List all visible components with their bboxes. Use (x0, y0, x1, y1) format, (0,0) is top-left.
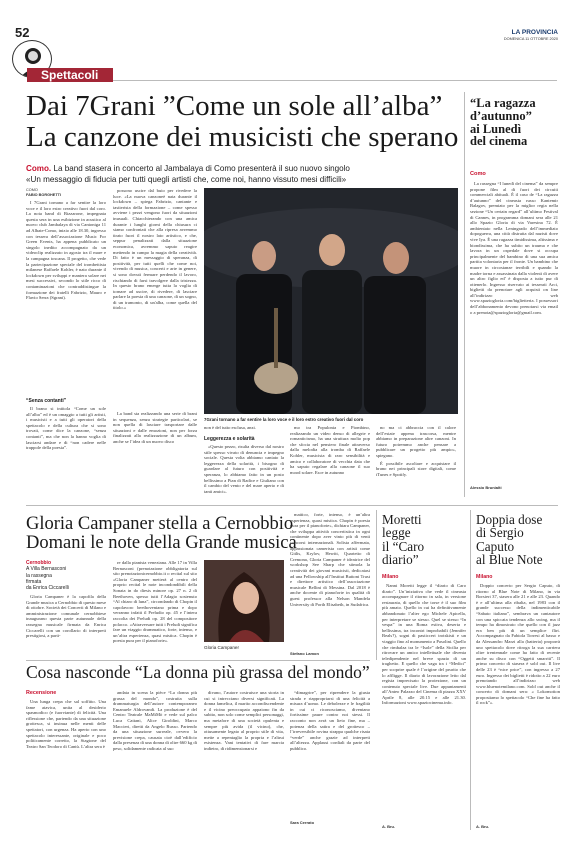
second-meta-1: la rassegna (26, 572, 52, 579)
caputo-author: A. Bru. (476, 824, 490, 829)
moretti-headline-3: il “Caro (382, 538, 425, 554)
caputo-body (476, 583, 560, 821)
second-headline (26, 515, 297, 553)
main-col2b-text: La band sta realizzando una serie di brani in sequenza, senza strategie particolari, se non quella di lasciare trasportare dalle situazioni e dalle emozioni, non per forza finalizzati alla realizzazione di un album, anche se l’idea di un nuovo disco (113, 411, 197, 444)
bottom-col3 (204, 690, 284, 829)
second-place: Cernobbio (26, 560, 51, 566)
caputo-headline-4: al Blue Note (476, 552, 543, 568)
bottom-author: Sara Cerrato (290, 820, 315, 825)
moretti-author: A. Bru. (382, 824, 396, 829)
campaner-photo (204, 560, 284, 642)
band-photo-caption: 7Grani tornano a far sentire la loro voce e il loro estro creativo fuori dal coro (204, 417, 364, 422)
sidebar-headline-3: ai Lunedì (470, 121, 522, 136)
main-col3-lead-text: non è del tutto esclusa, anzi. (204, 425, 256, 430)
sidebar-headline-4: del cinema (470, 134, 528, 149)
second-author: Stefano Lamon (290, 651, 319, 656)
main-col1-text: I 7Grani tornano a far sentire la loro voce e il loro estro creativo fuori dal coro. La nota band di Bizzarone, impegnata questa sera in una esibizione in acustico al nuovo club Jambalaya di via Cantoniga 11 ad Albate-Como, inizio alle 18.30, ingresso con tessera dell’associazione Music For Green Events, ha appena pubblicato un singolo inedito accompagnato da un videoclip realizzato in agosto tra il mare e la campagna toscana. Il progetto, che vede la partecipazione speciale del trombettista milanese Raffaele Kohler, è nato durante il lockdown per sviluppi e maniera solare nei mesi successivi, secondo lo stile ricco di contaminazioni che contraddistingue la formazione dei fratelli Fabrizio, Mauro e Flavio Serra (Sgrani). (26, 200, 106, 301)
sidebar-headline (470, 97, 566, 148)
main-col2b (113, 411, 197, 497)
second-col1 (26, 594, 106, 656)
bottom-col2 (113, 690, 197, 829)
caputo-headline-1: Doppia dose (476, 512, 543, 527)
bottom-col2-text: andata in scena la pièce “La donna più grassa del mondo”, costruita sulla drammaturgia dell’autore contemporaneo Emanuele Aldrovandi. La produzione è del Centro Teatrale MaMiMò e vede sul palco Luca Cattani, Alice Giroldini, Marco Maccieri, diretti da Angelo Russo. Partendo da una situazione surreale, ovvero la previsione crepa, causata cioè dall’edificio dalla presenza di una donna di oltre 660 kg di peso, solidamente radicata al suo (113, 690, 197, 751)
sidebar-headline-1: “La ragazza (470, 96, 536, 110)
main-subhead-2: Leggerezza e solarità (204, 436, 255, 442)
second-col2 (113, 560, 197, 656)
campaner-photo-caption: Gloria Campaner (204, 645, 239, 650)
main-col4-text: mo tra Populonia e Piombino, realizzando un video denso di allegrie e romanticismo, ha una struttura molto pop che sfocia nel pensiero finale attraverso dalla melodia alla tromba di Raffaele Kohler, musicista di raro sensibilità e amico e collaboratore di vecchia data che ha saputo regalare alla canzone il suo mood solare. Esce in autunno (290, 425, 370, 475)
bottom-col1-text: Una lunga crepa che sal soffitto. Una fame atavica, unita al desiderio spasmodico (e fuorviante) di felicità. Una riflessione che, partendo da una situazione grottesca, si insinua nelle menti delle spettatori, con urgenza. Ha aperto con uno spettacolo interessante, originale e poco politicamente corretto, la Stagione del Teatro San Teodoro di Cantù. L’altra sera è (26, 699, 106, 749)
campaner-illustration (204, 560, 284, 642)
main-standfirst-1: La band stasera in concerto al Jambalaya di Como presenterà il suo nuovo singolo (53, 164, 350, 173)
sidebar-author: Alessio Brunialti (470, 485, 502, 490)
main-standfirst-2: «Un messaggio di fiducia per tutti quegli artisti che, come noi, hanno vissuto mesi difficili» (26, 175, 347, 184)
main-headline-2: La canzone dei musicisti che sperano (26, 121, 459, 153)
main-col4 (290, 425, 370, 497)
band-photo (204, 188, 458, 414)
caputo-headline-2: di Sergio (476, 525, 524, 541)
main-standfirst (26, 163, 450, 185)
main-col3-lead (204, 425, 284, 433)
main-author: FABIO BORGHETTI (26, 193, 62, 198)
sidebar-headline-2: d’autunno” (470, 108, 532, 123)
second-headline-2: Domani le note della Grande musica (26, 532, 297, 553)
second-meta-3: da Enrica Ciccarelli (26, 585, 69, 592)
main-col5-text: no ma ci abbraccia con il calore dell’estate appena trascorsa, mentre abbiamo in preparazione altre canzoni. In futuro potremmo anche pensare a pubblicare un progetto più ampio», spiegano. (376, 425, 456, 458)
second-col1-text: Gloria Campaner è la capofila della Grande musica a Cernobbio di questo mese di ottobre. Società dei Concerti di Milano e amministrazione comunale cernobbiese inaugurano questa parte autunnale della rassegna musicale firmata da Enrica Ciccarelli con un corollario di interpreti prestigiosi, a parti- (26, 594, 106, 639)
caputo-headline-3: Caputo (476, 538, 515, 554)
band-photo-illustration (204, 188, 458, 414)
masthead-date: DOMENICA 11 OTTOBRE 2020 (503, 37, 558, 41)
second-venue: A Villa Bernasconi (26, 566, 67, 573)
bottom-col4-text: “dimagrire”, per riprendere la giusta strada e riappropriarsi di una felicità a misura d’uomo. Le debolezze e le fragilità in cui ci riconosciamo, diventano fortissime paure contro noi stessi. Il racconto non avrà un lieto fine, ma – potenza della satira e del grottesco – l’irreversibile rovina strappa qualche risata “verde” anche grazie ad interpreti all’altezza. Applausi cordiali da parte del pubblico. (290, 690, 370, 751)
moretti-body (382, 583, 466, 821)
main-place: COMO (26, 188, 38, 192)
second-headline-1: Gloria Campaner stella a Cernobbio (26, 514, 294, 534)
moretti-body-text: Nanni Moretti legge il “diario di Caro diario”. Un’iniziativa che vede il cineasta accompagnare il ritorno in sala, in versione restaurata, di quello che torse è il suo film più amato. Quello in cui ha definitivamente abbandonato l’alter ego Michele Apicella, per interpretare se stesso. Quel se stesso “In vespa” in una Roma estiva, deserta e bellissima, tra incontri improbabili (Jennifer Beals?), sogni di pasticceri trotskisti e un viaggio fino al monumento a Pasolini. Quello che rimbalza tra le “Isole” della Sicilia per ritrovare un amico intellettuale che diventa teledipendente nel breve spazio di un traghetto. E quello che vaga tra i “Medici” per scoprire quale è l’origine del prurito che lo affligge. Il diario di lavorazione letto dal regista imprecisato la proiezione, con un contenuto speciale live. Due appuntamenti all’Anteo Palazzo del Cinema di piazza XXV Aprile 8, alle 20.15 e alle 21.30. Informazioni www.spaziocinema.info. (382, 583, 466, 706)
moretti-headline-2: legge (382, 525, 411, 541)
second-meta (26, 560, 106, 591)
section-label: Spettacoli (41, 68, 99, 82)
caputo-place: Milano (476, 574, 493, 580)
bottom-label: Recensione (26, 690, 57, 696)
main-col1 (26, 200, 106, 395)
bottom-headline: Cosa nasconde “La donna più grassa del mondo” (26, 662, 370, 682)
masthead-title: LA PROVINCIA (511, 29, 558, 36)
second-meta-2: firmata (26, 578, 42, 585)
sidebar-place: Como (470, 171, 486, 177)
main-col5b-text: È possibile ascoltare e acquistare il brano nei principali store digitali, come iTunes e Spotify. (376, 460, 456, 477)
caputo-body-text: Doppio concerto per Sergio Caputo, di ritorno al Blue Note di Milano, in via Borsieri 37, stasera alle 21 e alle 23. Quando è e all’ultima alla ribalta, nel 1983 con il grande successo della indimenticabile “Sabato italiano”, sembrava un cantautore con una spiccata tendenza allo swing, ma il tempo ha dimostrato che quello con il jazz era ben più di un semplice flirt. Accompagnato da Fabiola Torresi al basso e da Alessandro Marzi alla (batteria) proporrà uno spettacolo dove ritroga la sua carriera oltre trentennale come ha fatto di recente anche su disco con “Oggetti smarriti”. Il primo concerto di stasera è sold out. Il live delle 23 è “nice price”, con ingresso a 27 euro. Ingresso dei biglietti è ridotto a 22 euro prenotando all’indirizzo web www.bluenotemilano.com. Sold out anche il concerto di domani sera: « Lokomotion propostiamo lo spettacolo “Che fine ha fatto il rock”». (476, 583, 560, 706)
main-col1b-text: Il brano si intitola “Come un sole all’alba” ed è un omaggio a tutti gli artisti, i musicisti e a tutti gli operatori della spettacolo e della cultura che si sono trovati, come dice la canzone, “senza contanti”, ma che non la hanno voglia di lasciarsi andare e di “non cadere nelle trappole della poesia”. (26, 406, 106, 451)
bottom-col3-text: divano, l’autore costruisce una storia in cui si intrecciano diversi significati. La donna famelica, il marito accondiscendente e il vicino preoccupato appaiono fin da subito, non solo come semplici personaggi, ma metafore di una società opulenta e sempre più avida (il vicino), che, ottusamente legato al proprio stile di vita, mette a repentaglio la propria e l’altrui esistenza. Vani tentativi di fare marcia indietro, di ridimensionarsi e (204, 690, 284, 751)
main-col1b (26, 406, 106, 497)
main-col3 (204, 444, 284, 497)
main-col3-text: «Questo pezzo, risulta diverso dal nostro stile spesso vivato di denuncia e impegno sociale. Questa volta abbiamo cantato la leggerezza della solarità, i bisogno di guardare al futuro con positività e speranza, lo abbiamo fatto in un posto bellissimo a Pian di Radice e Giuliano con il cambio del vento e del mare aperto e di tanti amici». (204, 444, 284, 494)
bottom-col1 (26, 699, 106, 829)
main-col5 (376, 425, 456, 497)
bottom-col4 (290, 690, 370, 817)
moretti-headline-1: Moretti (382, 512, 422, 527)
moretti-place: Milano (382, 574, 399, 580)
second-col3-text: mattico, forte, intenso, è un’altra esperienza, quasi mistica. Chopin è poesia pura per il pianoforte», dichiara Campaner, che sviluppa attività concertistica in ogni continente dopo aver vinto più di venti concorsi internazionali. Solista affermata, appassionata camerista con artisti come Gitlis, Krylov, Hewitt, Quartetto di Cremona, Gloria Campaner è ideatrice del workshop See Sharp che stimola la creatività dei giovani musicisti, dedicatasi ad una Fellowship all’Institut Buttoni Trust e direttore artistico dell’associazione musicale Bellini di Messina. Dal 2018 è anche docente di pianoforte in qualità di guest professor alla Nelson Mandela University di Porth Elisabeth, in Sudafrica. (290, 512, 370, 607)
sidebar-body (470, 181, 558, 482)
main-headline-1: Dai 7Grani ”Come un sole all’alba” (26, 90, 443, 122)
main-subhead: “Senza contanti” (26, 398, 67, 404)
main-col2 (113, 188, 197, 408)
moretti-headline (382, 513, 466, 567)
sidebar-body-text: La rassegna “I lunedì del cinema” da sempre propone film al di fuori dei circuiti commerciali abituali. È il caso de “La ragazza d’autunno” del cineasta russo Kantemir Balagov, premiato per la miglior regia nella sezione “Un certain regard” all’ultimo Festival di Cannes, in programma domani sera alle 21 allo Spazio Gloria di via Varesina 72. È ambientato nella Leningrado dell’immediato dopoguerra, una città distrutta dal nazisti dove vive Iya. È una ragazza timidissima, altissima e biondissima, che ha subito un trauma e che lavora in un ospedale dove si occupa principalmente del bambino di una sua amica partita volontaria per il fronte. Un bambino che muore in circostanze terribili e quando la madre torna e assassinata dalla violenti di avere un altro figlio ed’ è disposta a tutto pur di ottenerlo. Ingresso riservato ai tesserati Arci, biglietti da prenotare agli acquisti on line all’indirizzo web www.spaziogloria.com/biglietteria. I possessori dell’abbonamento devono prenotarsi via email o a prenota@spaziogloria@gmail.com. (470, 181, 558, 315)
second-col2-text: re dalla pianista veneziana. Alle 17 in Villa Bernasconi (prenotazione obbligatoria sul sito prenotazionicernobbio.it o recital sul sito «Gloria Campaner metterà al centro del proprio recital le note incondondibili della Sonata in do diesis minore op. 27 n. 2 di Beethoven, spesso tutti l’Adagio sostenuto “Al chiaro di luna”, circondando di Chopin il capolavoro beethoveniano prima e dopo verranno infatti il Preludio op. 45 e l’intera raccolta dei Preludi op. 28 del compositore polacco. «Attraversare tutti i Preludi significa fare un viaggio drammatico, forte, intenso, e un’altra esperienza, quasi mistica. Chopin è poesia pura per il pianoforte». (113, 560, 197, 644)
moretti-headline-4: diario” (382, 552, 419, 568)
caputo-headline (476, 513, 564, 567)
main-col2-text: possono uscire dal buio per rivedere la luce. «La nuova canzoneè nata durante il lockdown – spiega Fabrizio, cantante e tastierista della formazione – come spesso avviene i pezzi vengono fuori da situazioni inusuali. Chiacchierando con una amica durante i lunghi giorni della chiusura ci siamo confrontati che alla ripresa avremmo tirato fuori il nostro lato artistico, e che, seppur penalizzati dalla situazione economica, avremmo saputo reagire mettendo in campo la magia della creatività. Di fatto è un messaggio di speranza, di positività, per tutti quelli che come noi, vivendo di musica, concerti e arte in genere, si sono dovuti fermare perdendo il lavoro, rischiando di farsi travolgere dalla tristezza. In questo brano emerge tutta la voglia di tornare ad uscire, di rivedere, di lasciare parlare la poesia di una canzone, di un sogno, di un tramonto, di un'alba, come quella del titolo.» (113, 188, 197, 311)
main-kicker: Como. (26, 164, 52, 173)
second-col3 (290, 512, 370, 650)
page-number: 52 (15, 25, 30, 40)
